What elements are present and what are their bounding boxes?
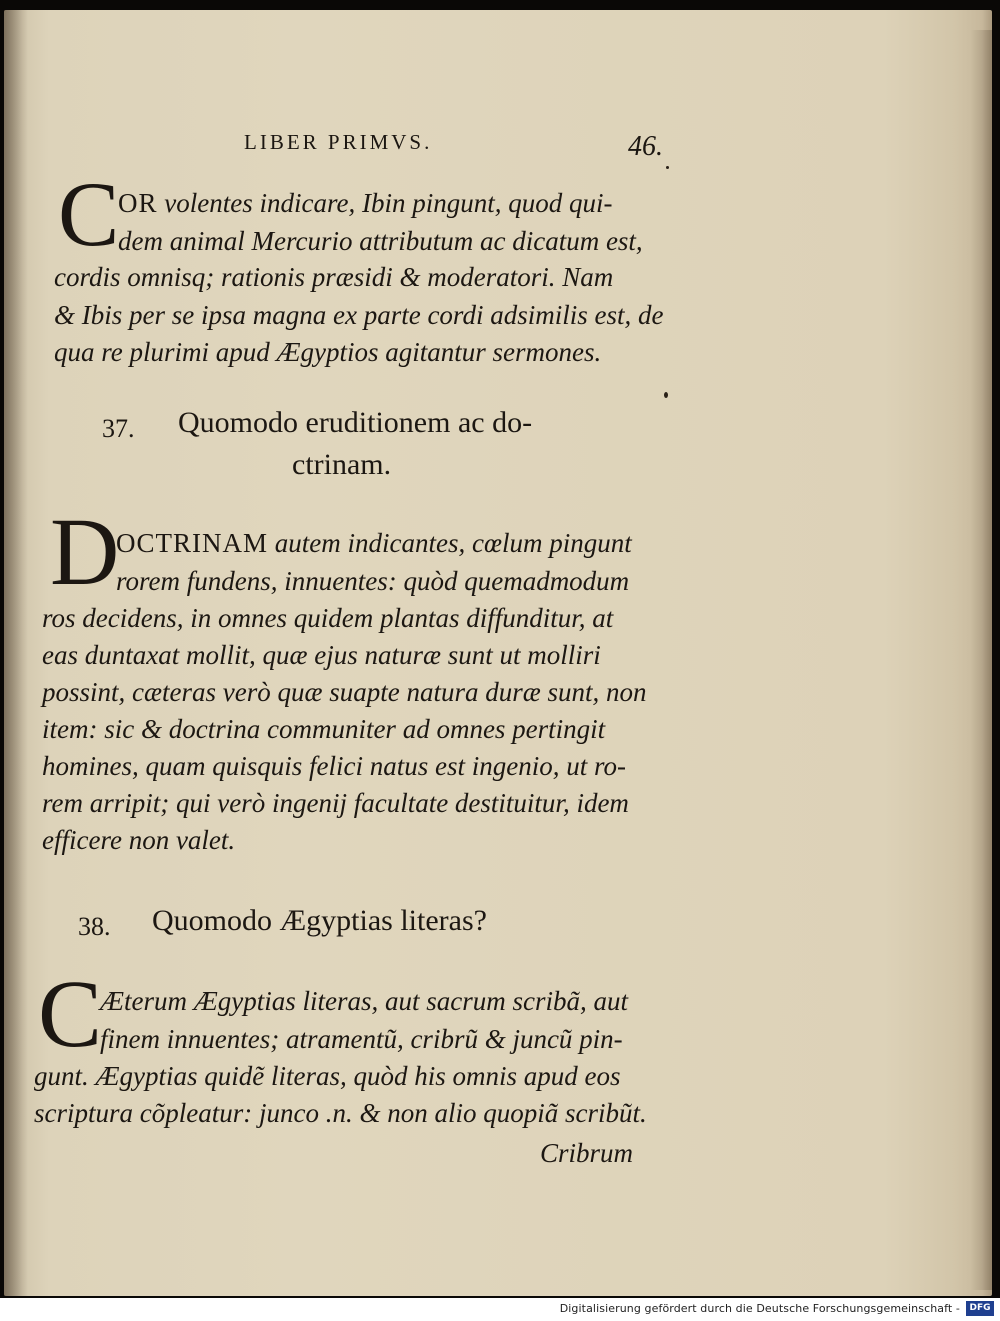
page-edge-shadow (970, 30, 992, 1290)
line-text: autem indicantes, cœlum pingunt (274, 528, 632, 558)
catchword: Cribrum (540, 1138, 634, 1168)
text-line: & Ibis per se ipsa magna ex parte cordi adsimilis est, de (54, 300, 664, 330)
text-line: efficere non valet. (42, 825, 236, 855)
text-line: gunt. Ægyptias quidẽ literas, quòd his omnis apud eos (34, 1061, 621, 1091)
chapter-heading-38: Quomodo Ægyptias literas? (152, 904, 487, 937)
footer-bar (0, 1298, 1000, 1321)
chapter-heading-37-cont: ctrinam. (292, 448, 392, 481)
text-line: Æterum Ægyptias literas, aut sacrum scribã, aut (100, 986, 629, 1016)
text-line (118, 188, 612, 219)
text-line (116, 528, 632, 559)
text-line: rem arripit; qui verò ingenij facultate destituitur, idem (42, 788, 629, 818)
chapter-heading-37: Quomodo eruditionem ac do- (178, 406, 533, 439)
text-line: scriptura cõpleatur: junco .n. & non alio quopiã scribũt. (34, 1098, 647, 1128)
first-word-caps: OR (118, 188, 158, 218)
text-line: homines, quam quisquis felici natus est ingenio, ut ro- (42, 751, 626, 781)
funding-credit: Digitalisierung gefördert durch die Deutsche Forschungsgemeinschaft - (559, 1302, 960, 1315)
line-text: volentes indicare, Ibin pingunt, quod qui- (164, 188, 613, 218)
dfg-logo: DFG (966, 1301, 994, 1316)
chapter-number-38: 38. (78, 912, 111, 941)
dropcap-c: C (58, 163, 120, 265)
text-line: ros decidens, in omnes quidem plantas diffunditur, at (42, 603, 614, 633)
page-number: 46. (628, 131, 663, 162)
text-line: rorem fundens, innuentes: quòd quemadmodum (116, 566, 630, 596)
ink-speck (664, 392, 668, 398)
text-line: possint, cæteras verò quæ suapte natura duræ sunt, non (42, 677, 647, 707)
chapter-number-37: 37. (102, 414, 135, 443)
dropcap-d: D (50, 498, 120, 605)
ink-speck (666, 166, 669, 169)
running-head: LIBER PRIMVS. (244, 130, 433, 154)
text-line: cordis omnisq; rationis præsidi & moderatori. Nam (54, 262, 614, 292)
text-line: dem animal Mercurio attributum ac dicatum est, (118, 226, 643, 256)
dropcap-c-2: C (38, 960, 103, 1067)
text-line: qua re plurimi apud Ægyptios agitantur sermones. (54, 337, 602, 367)
text-line: finem innuentes; atramentũ, cribrũ & juncũ pin- (100, 1024, 623, 1054)
text-line: item: sic & doctrina communiter ad omnes pertingit (42, 714, 606, 744)
gutter-shadow (4, 10, 28, 1296)
first-word-caps: OCTRINAM (116, 528, 269, 558)
text-line: eas duntaxat mollit, quæ ejus naturæ sunt ut molliri (42, 640, 601, 670)
